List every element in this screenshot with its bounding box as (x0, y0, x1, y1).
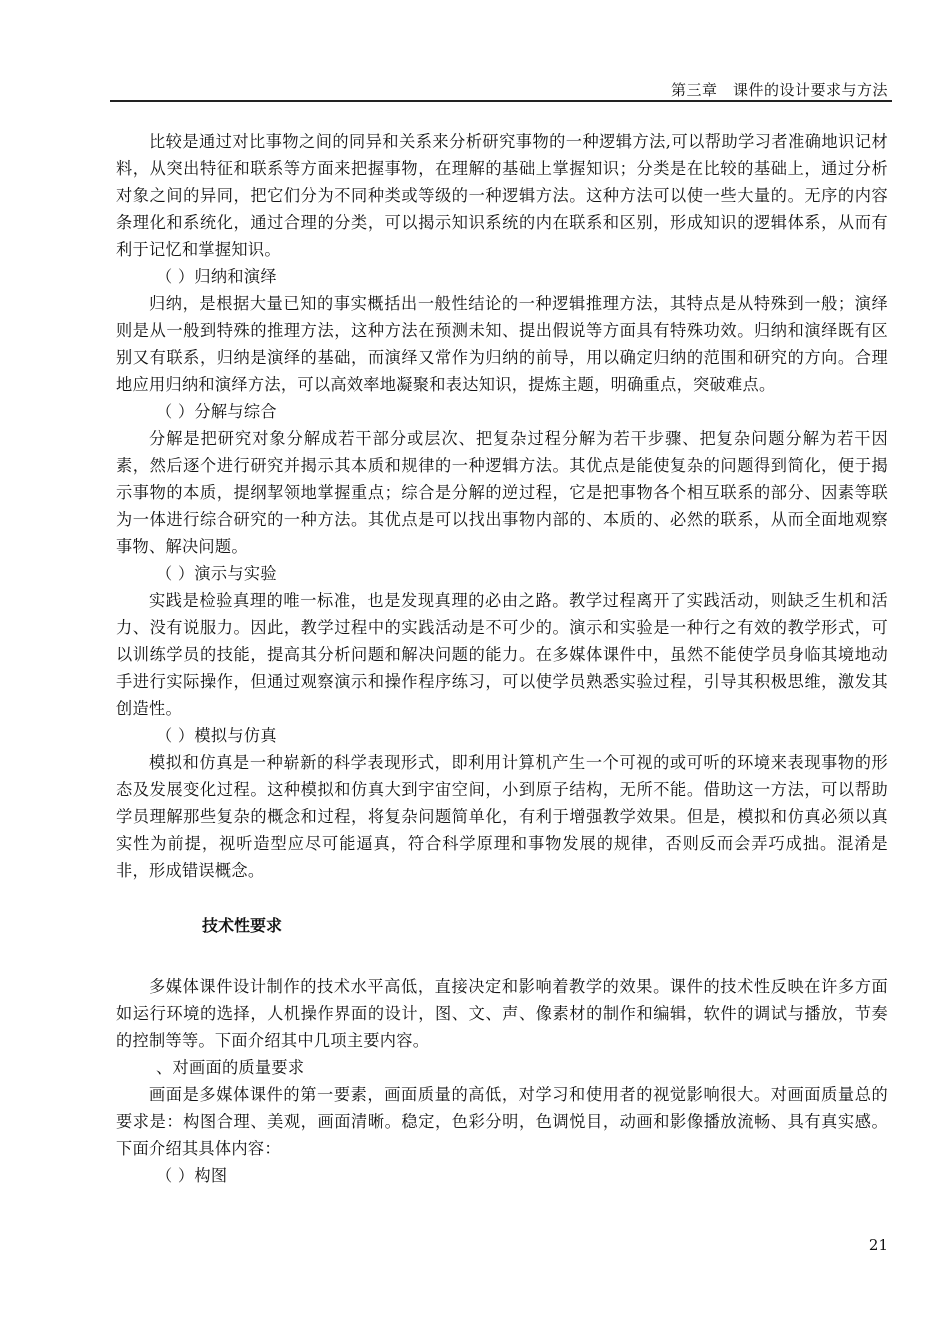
subheading-induction: （ ）归纳和演绎 (156, 267, 277, 286)
page-body (116, 128, 888, 1189)
subheading-composition: （ ）构图 (156, 1166, 228, 1185)
subheading-picture-quality: 、对画面的质量要求 (156, 1058, 305, 1077)
running-header (110, 78, 892, 102)
paragraph-decomposition: 分解是把研究对象分解成若干部分或层次、把复杂过程分解为若干步骤、把复杂问题分解为若干因素，然后逐个进行研究并揭示其本质和规律的一种逻辑方法。其优点是能使复杂的问题得到简化，便于揭示事物的本质，提纲挈领地掌握重点；综合是分解的逆过程，它是把事物各个相互联系的部分、因素等联为一体进行综合研究的一种方法。其优点是可以找出事物内部的、本质的、必然的联系，从而全面地观察事物、解决问题。 (116, 429, 888, 556)
paragraph-picture-quality: 画面是多媒体课件的第一要素，画面质量的高低，对学习和使用者的视觉影响很大。对画面质量总的要求是：构图合理、美观，画面清晰。稳定，色彩分明，色调悦目，动画和影像播放流畅、具有真实感。下面介绍其具体内容： (116, 1085, 888, 1158)
paragraph-technical: 多媒体课件设计制作的技术水平高低，直接决定和影响着教学的效果。课件的技术性反映在许多方面 如运行环境的选择，人机操作界面的设计，图、文、声、像素材的制作和编辑，软件的调试与播放，节奏的控制等等。下面介绍其中几项主要内容。 (116, 977, 888, 1050)
subheading-decomposition: （ ）分解与综合 (156, 402, 277, 421)
chapter-title: 第三章 课件的设计要求与方法 (670, 81, 888, 99)
page-number: 21 (868, 1236, 888, 1254)
subheading-demonstration: （ ）演示与实验 (156, 564, 277, 583)
paragraph-simulation: 模拟和仿真是一种崭新的科学表现形式，即利用计算机产生一个可视的或可听的环境来表现事物的形态及发展变化过程。这种模拟和仿真大到宇宙空间，小到原子结构，无所不能。借助这一方法，可以帮助学员理解那些复杂的概念和过程，将复杂问题简单化，有利于增强教学效果。但是，模拟和仿真必须以真实性为前提，视听造型应尽可能逼真，符合科学原理和事物发展的规律，否则反而会弄巧成拙。混淆是非，形成错误概念。 (116, 753, 888, 880)
paragraph-demonstration: 实践是检验真理的唯一标准，也是发现真理的必由之路。教学过程离开了实践活动，则缺乏生机和活力、没有说服力。因此，教学过程中的实践活动是不可少的。演示和实验是一种行之有效的教学形式，可以训练学员的技能，提高其分析问题和解决问题的能力。在多媒体课件中，虽然不能使学员身临其境地动手进行实际操作，但通过观察演示和操作程序练习，可以使学员熟悉实验过程，引导其积极思维，激发其创造性。 (116, 591, 888, 718)
subheading-simulation: （ ）模拟与仿真 (156, 726, 277, 745)
paragraph-comparison: 比较是通过对比事物之间的同异和关系来分析研究事物的一种逻辑方法,可以帮助学习者准确地识记材料，从突出特征和联系等方面来把握事物，在理解的基础上掌握知识；分类是在比较的基础上，通过分析对象之间的异同，把它们分为不同种类或等级的一种逻辑方法。这种方法可以使一些大量的。无序的内容条理化和系统化，通过合理的分类，可以揭示知识系统的内在联系和区别，形成知识的逻辑体系，从而有利于记忆和掌握知识。 (116, 132, 888, 259)
section-title-technical: 技术性要求 (202, 916, 283, 935)
paragraph-induction: 归纳，是根据大量已知的事实概括出一般性结论的一种逻辑推理方法，其特点是从特殊到一般；演绎则是从一般到特殊的推理方法，这种方法在预测未知、提出假说等方面具有特殊功效。归纳和演绎既有区别又有联系，归纳是演绎的基础，而演绎又常作为归纳的前导，用以确定归纳的范围和研究的方向。合理地应用归纳和演绎方法，可以高效率地凝聚和表达知识，提炼主题，明确重点，突破难点。 (116, 294, 888, 394)
